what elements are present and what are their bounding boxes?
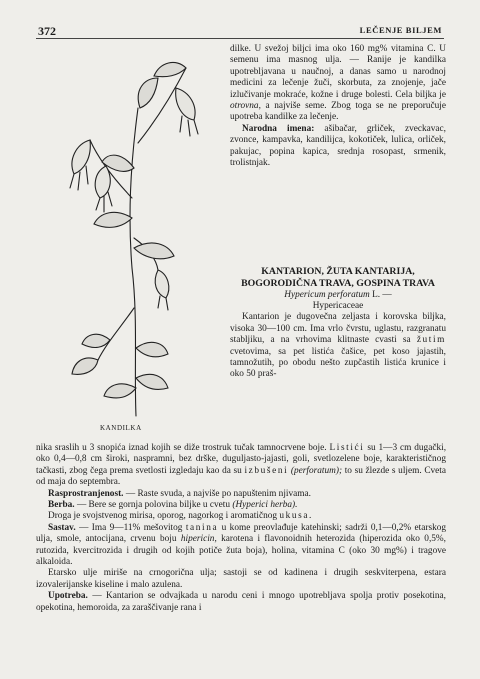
header-rule [36,38,444,39]
text-run: to su žlezde s uljem. Cveta od maja do septembra. [36,465,447,488]
essential-oil-paragraph: Etarsko ulje miriše na crnogorična ulja; sastoji se od kadinena i drugih seskviterpena, estara izovalerijanske kiseline i malo azulena. [36,568,446,590]
latin-author: L. — [372,289,392,300]
full-width-text [36,443,446,614]
main-stem [130,108,138,416]
usage-paragraph [36,591,446,614]
running-title: LEČENJE BILJEM [359,25,442,35]
leaf-top-right [154,62,186,76]
text-run: — Kantarion se odvajkada u narodu ceni i mnogo upotrebljava spolja protiv posekotina, opekotina, hemoroida, za zaraščivanje rana i [36,591,446,613]
leaf-top [138,78,158,108]
right-column-text [230,44,446,169]
leaf-mid-left [94,212,132,227]
text-run: a najviše seme. Zbog toga se ne preporučuje upotreba kandilke za lečenje. [230,101,447,123]
leaf-low-left-2 [82,334,110,347]
italic-run: otrovna, [230,101,261,112]
latin-binomial: Hypericum perforatum [284,289,370,300]
columbine-drawing [58,48,208,418]
flower-left-1 [72,140,90,174]
spaced-word: žutim [416,335,446,346]
text-run: Droga je svojstvenog mirisa, oporog, nagorkog i aromatičnog [48,511,278,522]
harvest-label: Berba. [48,500,75,511]
italic-run: hipericin, [180,534,217,545]
paragraph-continuation [230,44,446,124]
italic-run: (Hyperici herba). [232,500,298,511]
text-run: — Raste svuda, a najviše po napuštenim njivama. [125,488,311,499]
section-heading: KANTARION, ŽUTA KANTARIJA, BOGORODIČNA TRAVA, GOSPINA TRAVA [241,266,435,289]
composition-paragraph [36,523,446,569]
text-run: karotena i flavonoidnih heterozida (hiperozida oko 0,5%, rutozida, kvercitrozida i drugih od kojih potiče žuta boja), holina, vitamina C (oko 30 mg%) i tragove alkaloida. [36,534,446,568]
composition-label: Sastav. [48,522,76,533]
usage-label: Upotreba. [48,591,88,602]
text-run: — Bere se gornja polovina biljke u cvetu [76,500,231,511]
leaf-mid-right [134,243,174,259]
flower-lower-right [155,270,169,298]
leaves-paragraph [36,443,446,489]
distribution-label: Rasprostranjenost. [48,488,124,499]
distribution-paragraph [36,489,446,500]
spaced-word: ukusa. [279,511,313,522]
text-run: Kantarion je dugovečna zeljasta i korovska biljka, visoka 30—100 cm. Ima vrlo čvrstu, uglastu, razgranatu stabljiku, a na vrhovima klitnaste cvasti sa [230,312,446,346]
spaced-word: Listići [329,443,365,453]
text-run: nika sraslih u 3 snopića iznad kojih se diže trostruk tučak tamnocrvene boje. [36,443,327,453]
text-run: su 1—3 cm dugački, oko 0,4—0,8 cm široki, naspramni, bez drške, duguljasto-jajasti, goli, svetlozelene boje, karakterističnog tačkasti, zbog čega prema svetlosti izgledaju kao da su [36,443,447,476]
kantarion-section [230,266,446,381]
plant-family: Hypericaceae [312,301,364,311]
italic-run: (perforatum); [290,465,343,476]
spaced-word: tanina [185,522,219,533]
latin-name [230,290,446,313]
columbine-illustration [58,48,208,418]
folk-names-text: ašibačar, grliček, zveckavac, zvonce, kampavka, kandilijca, kokotiček, lulica, orliček, pakujac, popina kapica, srednja rosopast, srmenik, trolistnjak. [230,123,447,169]
page-number: 372 [38,24,56,38]
flower-lower-right-petals [158,296,168,310]
folk-names-label: Narodna imena: [242,123,315,134]
text-run: cvetovima, sa pet listića čašice, pet koso jajastih, tamnožutih, po obodu nešto zupčastih listića krunice i oko 50 praš- [230,346,446,380]
figure-caption: KANDILKA [100,424,142,432]
branch-lower [98,308,134,360]
text-run: — Ima 9—11% mešovitog [79,522,183,533]
leaf-low-left-1 [72,358,98,374]
spaced-word: izbušeni [244,465,289,476]
harvest-paragraph [36,500,446,511]
leaf-base-left [104,384,136,398]
flower-right-1 [176,88,195,120]
text-run: dilke. U svežoj biljci ima oko 160 mg% vitamina C. U semenu ima masnog ulja. — Ranije je kandilka upotrebljavana u naučnoj, a danas samo u narodnoj medicini za lečenje žuči, skorbuta, za znojenje, jače izlučivanje mokraće, kožne i druge bolesti. Cela biljka je [230,44,446,100]
folk-names-paragraph [230,124,446,170]
drug-paragraph [36,511,446,522]
leaf-low-right [136,342,168,357]
description-paragraph [230,312,446,380]
text-run: u kome preovlađuje katehinski; sadrži 0,1—0,2% etarskog ulja, smole, antocijana, crvenu boju [36,522,447,545]
leaf-base-right [136,374,168,389]
